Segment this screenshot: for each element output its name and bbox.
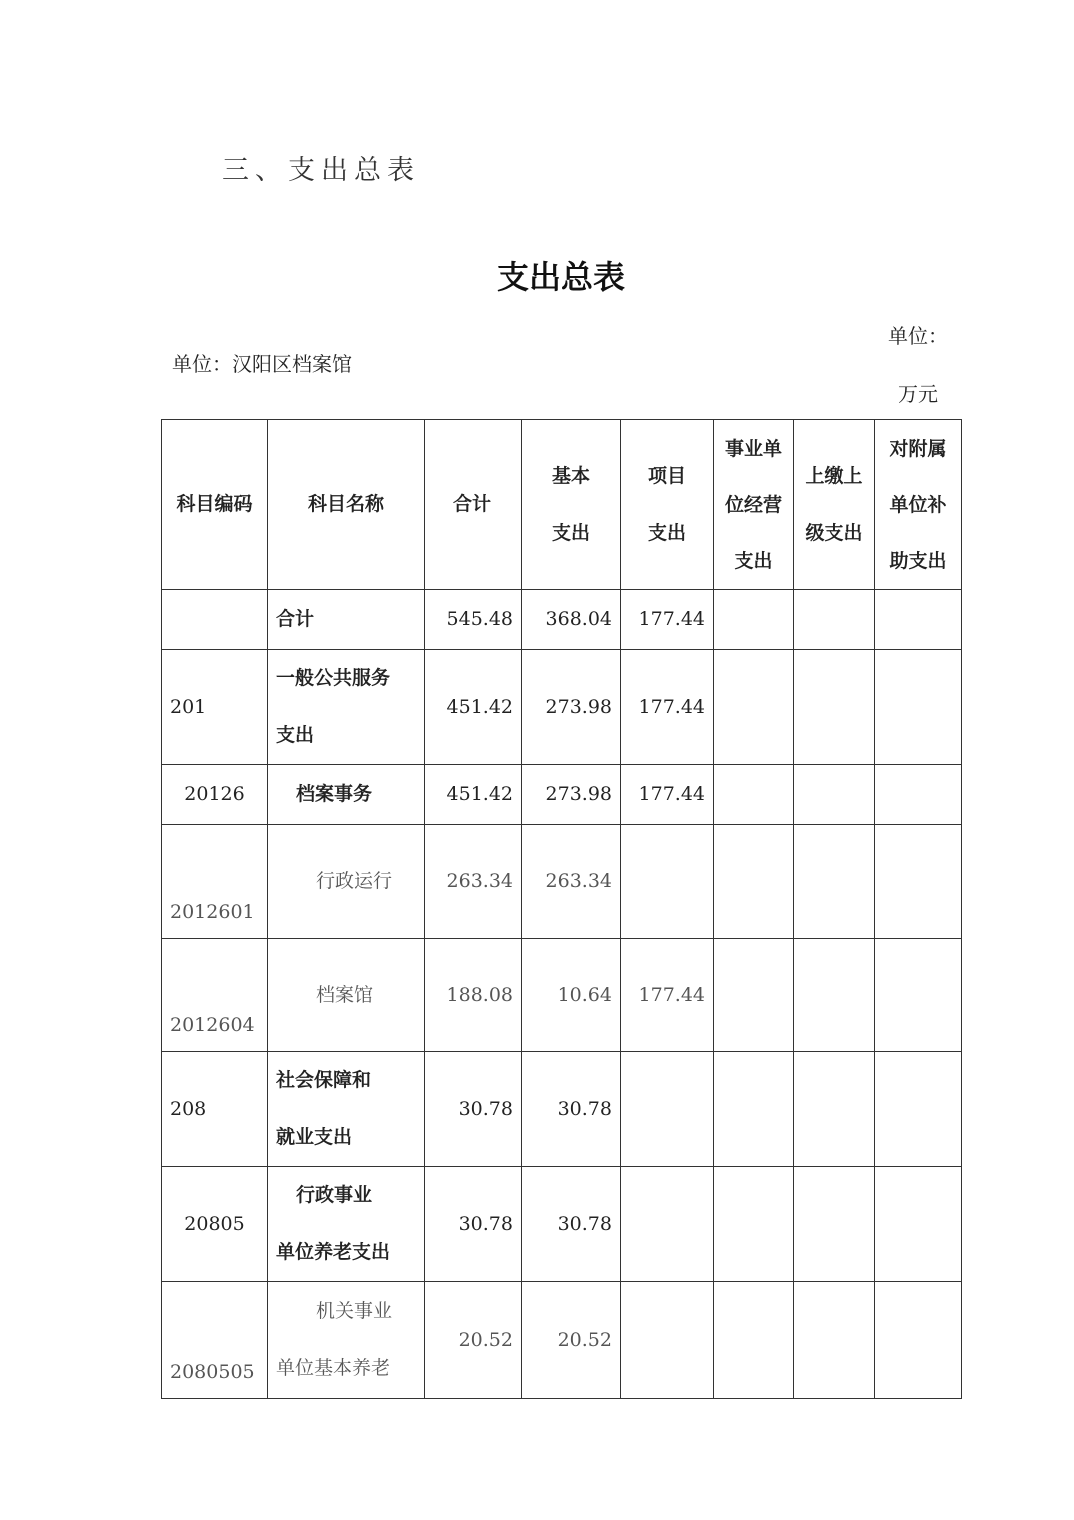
header-total: 合计 xyxy=(425,420,522,590)
unit-label: 单位： xyxy=(888,324,948,348)
row-name xyxy=(268,1167,425,1282)
row-code xyxy=(162,590,268,650)
row-total: 451.42 xyxy=(425,650,522,765)
row-total: 188.08 xyxy=(425,939,522,1052)
row-name-line2: 就业支出 xyxy=(276,1126,353,1148)
row-upper xyxy=(794,825,875,939)
row-name-line2: 支出 xyxy=(276,724,315,746)
row-total: 451.42 xyxy=(425,765,522,825)
row-upper xyxy=(794,650,875,765)
row-basic: 30.78 xyxy=(522,1167,621,1282)
row-basic: 368.04 xyxy=(522,590,621,650)
row-subsidy xyxy=(875,765,962,825)
row-business xyxy=(714,939,794,1052)
row-business xyxy=(714,765,794,825)
org-label: 单位：汉阳区档案馆 xyxy=(172,352,352,376)
row-business xyxy=(714,650,794,765)
row-upper xyxy=(794,1052,875,1167)
row-name-line1: 一般公共服务 xyxy=(276,667,391,689)
header-business xyxy=(714,420,794,590)
row-name xyxy=(268,1282,425,1399)
header-upper-line1: 上缴上 xyxy=(805,464,863,487)
row-upper xyxy=(794,939,875,1052)
row-business xyxy=(714,1052,794,1167)
row-project: 177.44 xyxy=(621,939,714,1052)
row-code: 208 xyxy=(162,1052,268,1167)
row-business xyxy=(714,590,794,650)
row-basic: 20.52 xyxy=(522,1282,621,1399)
header-upper-line2: 级支出 xyxy=(805,521,863,544)
row-subsidy xyxy=(875,650,962,765)
row-name-line2: 单位养老支出 xyxy=(276,1241,391,1263)
table-row xyxy=(162,1167,962,1282)
row-project xyxy=(621,1167,714,1282)
table-row xyxy=(162,939,962,1052)
row-basic: 30.78 xyxy=(522,1052,621,1167)
row-basic: 10.64 xyxy=(522,939,621,1052)
row-code: 2080505 xyxy=(162,1282,268,1399)
row-subsidy xyxy=(875,1167,962,1282)
header-subsidy-line1: 对附属 xyxy=(889,437,947,460)
row-total: 20.52 xyxy=(425,1282,522,1399)
row-name: 档案事务 xyxy=(268,765,425,825)
row-code: 2012601 xyxy=(162,825,268,939)
row-total: 545.48 xyxy=(425,590,522,650)
row-basic: 263.34 xyxy=(522,825,621,939)
header-business-line2: 位经营 xyxy=(724,493,782,516)
row-code: 2012604 xyxy=(162,939,268,1052)
row-basic: 273.98 xyxy=(522,650,621,765)
row-subsidy xyxy=(875,825,962,939)
row-basic: 273.98 xyxy=(522,765,621,825)
header-business-line1: 事业单 xyxy=(724,437,782,460)
header-subsidy xyxy=(875,420,962,590)
header-code: 科目编码 xyxy=(162,420,268,590)
row-project: 177.44 xyxy=(621,765,714,825)
table-row xyxy=(162,650,962,765)
row-subsidy xyxy=(875,1282,962,1399)
section-heading: 三、支出总表 xyxy=(222,155,420,186)
table-row xyxy=(162,1282,962,1399)
row-name-line1: 机关事业 xyxy=(316,1300,393,1322)
header-upper xyxy=(794,420,875,590)
header-basic xyxy=(522,420,621,590)
row-business xyxy=(714,825,794,939)
row-project xyxy=(621,825,714,939)
row-upper xyxy=(794,590,875,650)
expenditure-table xyxy=(161,419,962,1399)
row-name: 合计 xyxy=(268,590,425,650)
row-project: 177.44 xyxy=(621,650,714,765)
row-project xyxy=(621,1052,714,1167)
row-name-line1: 行政事业 xyxy=(296,1184,373,1206)
table-row xyxy=(162,825,962,939)
unit-value: 万元 xyxy=(898,382,938,406)
header-name: 科目名称 xyxy=(268,420,425,590)
row-upper xyxy=(794,1282,875,1399)
row-code: 20805 xyxy=(162,1167,268,1282)
row-subsidy xyxy=(875,1052,962,1167)
row-business xyxy=(714,1282,794,1399)
row-subsidy xyxy=(875,590,962,650)
row-code: 201 xyxy=(162,650,268,765)
row-name-line2: 单位基本养老 xyxy=(276,1357,391,1379)
row-name-line1: 社会保障和 xyxy=(276,1069,372,1091)
table-row xyxy=(162,765,962,825)
header-basic-line1: 基本 xyxy=(551,464,590,487)
row-business xyxy=(714,1167,794,1282)
row-name xyxy=(268,650,425,765)
header-project-line2: 支出 xyxy=(647,521,686,544)
header-project-line1: 项目 xyxy=(647,464,686,487)
header-project xyxy=(621,420,714,590)
row-name xyxy=(268,1052,425,1167)
row-total: 263.34 xyxy=(425,825,522,939)
page-title: 支出总表 xyxy=(496,258,625,296)
header-business-line3: 支出 xyxy=(734,549,773,572)
row-code: 20126 xyxy=(162,765,268,825)
row-project xyxy=(621,1282,714,1399)
row-total: 30.78 xyxy=(425,1167,522,1282)
row-name: 档案馆 xyxy=(268,939,425,1052)
row-total: 30.78 xyxy=(425,1052,522,1167)
row-upper xyxy=(794,765,875,825)
table-header-row xyxy=(162,420,962,590)
header-basic-line2: 支出 xyxy=(551,521,590,544)
header-subsidy-line3: 助支出 xyxy=(889,549,947,572)
header-subsidy-line2: 单位补 xyxy=(889,493,947,516)
row-subsidy xyxy=(875,939,962,1052)
row-name: 行政运行 xyxy=(268,825,425,939)
row-upper xyxy=(794,1167,875,1282)
table-row xyxy=(162,1052,962,1167)
table-row xyxy=(162,590,962,650)
row-project: 177.44 xyxy=(621,590,714,650)
